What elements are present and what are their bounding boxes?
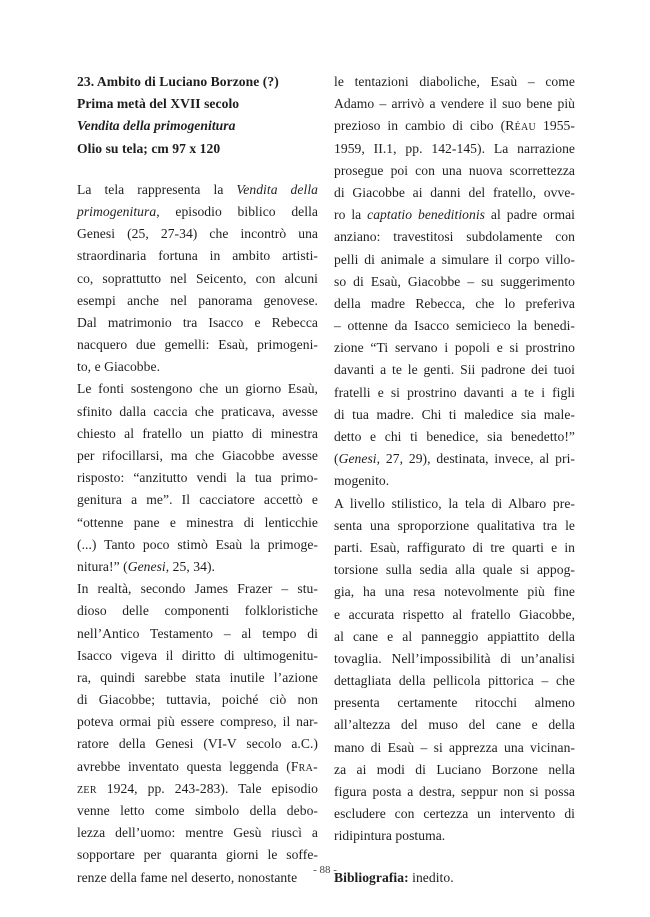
text-line bbox=[77, 489, 318, 511]
text-run: figura posta a destra, seppur non si possa bbox=[334, 784, 575, 799]
entry-number-title: 23. Ambito di Luciano Borzone (?) bbox=[77, 74, 279, 89]
text-run: mano di Esaù – si apprezza una vicinan- bbox=[334, 739, 575, 755]
text-line bbox=[77, 556, 318, 578]
text-run: e accurata rispetto al fratello Giacobbe, bbox=[334, 606, 575, 622]
text-run: Genesi bbox=[338, 451, 377, 467]
text-run: di Giacobbe; tuttavia, poiché ciò non bbox=[77, 692, 318, 708]
text-run: poteva ormai più essere compreso, il nar- bbox=[77, 714, 318, 730]
text-run: , 25, 34). bbox=[165, 558, 215, 574]
text-line bbox=[334, 337, 575, 359]
text-run: dioso delle componenti folkloristiche bbox=[77, 603, 318, 619]
text-line bbox=[334, 271, 575, 293]
bibliography-text: inedito. bbox=[408, 869, 454, 885]
text-line bbox=[334, 249, 575, 271]
text-run: ( bbox=[334, 451, 339, 467]
text-line bbox=[77, 334, 318, 356]
text-run: 1924, pp. 243-283). Tale episodio bbox=[96, 780, 318, 796]
text-line bbox=[334, 470, 575, 492]
text-run: al cane e al panneggio appiattito della bbox=[334, 628, 575, 644]
text-line bbox=[334, 493, 575, 515]
text-run: to, e Giacobbe. bbox=[77, 359, 161, 375]
text-line bbox=[77, 445, 318, 467]
text-run: Adamo – arrivò a vendere il suo bene più bbox=[334, 96, 575, 112]
text-run: A livello stilistico, la tela di Albaro pre- bbox=[334, 495, 575, 511]
text-run: gia, ha una resa notevolmente più fine bbox=[334, 584, 575, 600]
text-line bbox=[334, 604, 575, 626]
text-line bbox=[334, 448, 575, 470]
text-run: chiesto al fratello un piatto di minestra bbox=[77, 425, 318, 441]
text-run: pelli di animale a simulare il corpo villo- bbox=[334, 251, 575, 267]
text-run: Fra- bbox=[290, 758, 318, 774]
text-line bbox=[334, 559, 575, 581]
text-run: Dal matrimonio tra Isacco e Rebecca bbox=[77, 314, 318, 330]
text-run: so di Esaù, Giacobbe – su suggerimento bbox=[334, 273, 575, 289]
text-run: ra, quindi sarebbe stata inutile l’azione bbox=[77, 669, 318, 685]
text-line bbox=[77, 822, 318, 844]
text-run: detto e chi ti benedice, sia benedetto!” bbox=[334, 429, 575, 444]
text-run: sopportare per quaranta giorni le soffe- bbox=[77, 847, 318, 863]
text-line bbox=[77, 201, 318, 223]
text-run: captatio beneditionis bbox=[367, 207, 486, 223]
text-line bbox=[334, 404, 575, 426]
left-body-text bbox=[77, 179, 318, 889]
text-run: nell’Antico Testamento – al tempo di bbox=[77, 625, 318, 641]
text-run: avrebbe inventato questa leggenda ( bbox=[77, 758, 291, 774]
text-run: Réau bbox=[505, 118, 537, 134]
text-run: ratore della Genesi (VI-V secolo a.C.) bbox=[77, 736, 318, 752]
text-run: per rifocillarsi, ma che Giacobbe avesse bbox=[77, 448, 318, 463]
text-run: – ottenne da Isacco semicieco la benedi- bbox=[334, 318, 575, 334]
text-line bbox=[334, 759, 575, 781]
text-run: ro la bbox=[334, 207, 368, 223]
text-line bbox=[334, 182, 575, 204]
text-run: prezioso in cambio di cibo ( bbox=[334, 118, 506, 134]
text-run: prosegue poi con una nuova scorrettezza bbox=[334, 162, 575, 178]
text-run: risposto: “anzitutto vendi la tua primo- bbox=[77, 470, 318, 486]
text-run: 1955- bbox=[536, 118, 575, 134]
text-run: davanti a te le genti. Sii padrone dei tuoi bbox=[334, 362, 575, 378]
text-line bbox=[77, 423, 318, 445]
text-line bbox=[77, 356, 318, 378]
text-line bbox=[334, 626, 575, 648]
text-line bbox=[77, 223, 318, 245]
text-line bbox=[77, 268, 318, 290]
text-run: torsione sulla sedia alla quale si appog- bbox=[334, 562, 575, 578]
text-line bbox=[77, 756, 318, 778]
text-run: zer bbox=[77, 780, 97, 796]
text-line bbox=[334, 692, 575, 714]
entry-title: Vendita della primogenitura bbox=[77, 118, 236, 134]
text-line bbox=[77, 290, 318, 312]
text-run: za ai modi di Luciano Borzone nella bbox=[334, 761, 575, 777]
text-line bbox=[77, 578, 318, 600]
text-run: primogenitura bbox=[77, 203, 157, 219]
text-line bbox=[77, 245, 318, 267]
text-line bbox=[77, 534, 318, 556]
text-line bbox=[334, 359, 575, 381]
text-run: all’altezza del muso del cane e della bbox=[334, 717, 575, 733]
text-line bbox=[334, 426, 575, 448]
text-run: esempi anche nel panorama genovese. bbox=[77, 292, 318, 308]
text-run: di Giacobbe ai danni del fratello, ovve- bbox=[334, 184, 575, 200]
text-run: ridipintura postuma. bbox=[334, 828, 446, 844]
right-body-text bbox=[334, 71, 575, 848]
text-line bbox=[334, 93, 575, 115]
text-run: parti. Esaù, raffigurato di tre quarti e in bbox=[334, 539, 575, 555]
text-run: zione “Ti servano i popoli e si prostrino bbox=[334, 340, 575, 356]
text-line bbox=[334, 648, 575, 670]
text-run: fratelli e si prostrino davanti a te i figli bbox=[334, 384, 575, 400]
text-line bbox=[77, 800, 318, 822]
left-column bbox=[77, 71, 318, 889]
text-run: sfinito dalla caccia che praticava, avesse bbox=[77, 403, 318, 419]
entry-date: Prima metà del XVII secolo bbox=[77, 96, 240, 112]
text-run: 1959, II.1, pp. 142-145). La narrazione bbox=[334, 140, 575, 156]
text-run: Isacco vigeva il diritto di ultimogenitu- bbox=[77, 647, 318, 663]
text-run: Le fonti sostengono che un giorno Esaù, bbox=[77, 381, 318, 397]
text-line bbox=[334, 581, 575, 603]
text-line bbox=[77, 401, 318, 423]
text-run: genitura a me”. Il cacciatore accettò e bbox=[77, 492, 318, 508]
text-line bbox=[334, 515, 575, 537]
text-line bbox=[334, 226, 575, 248]
text-run: La tela rappresenta la bbox=[77, 181, 237, 197]
text-run: di tua madre. Chi ti maledice sia male- bbox=[334, 406, 575, 422]
text-run: senta una sproporzione qualitativa tra le bbox=[334, 517, 575, 533]
right-column bbox=[334, 71, 575, 889]
entry-medium: Olio su tela; cm 97 x 120 bbox=[77, 140, 221, 156]
text-run: Genesi (25, 27-34) che incontrò una bbox=[77, 226, 318, 242]
text-run: Genesi bbox=[127, 558, 166, 574]
text-run: mogenito. bbox=[334, 473, 390, 489]
text-run: della madre Rebecca, che lo preferiva bbox=[334, 295, 575, 311]
page-number: - 88 - bbox=[313, 864, 337, 876]
text-line bbox=[77, 645, 318, 667]
text-run: renze della fame nel deserto, nonostante bbox=[77, 869, 298, 885]
text-line bbox=[334, 293, 575, 315]
text-run: dettagliata della pellicola pittorica – che bbox=[334, 673, 575, 689]
text-run: lezza dell’uomo: mentre Gesù riuscì a bbox=[77, 825, 318, 841]
text-run: al padre ormai bbox=[485, 207, 576, 223]
text-line bbox=[334, 737, 575, 759]
text-line bbox=[334, 670, 575, 692]
text-line bbox=[77, 179, 318, 201]
text-run: tovaglia. Nell’impossibilità di un’analisi bbox=[334, 650, 575, 666]
text-run: nacquero due gemelli: Esaù, primogeni- bbox=[77, 337, 318, 353]
bibliography-label: Bibliografia: bbox=[334, 869, 409, 885]
text-line bbox=[334, 138, 575, 160]
text-line bbox=[334, 537, 575, 559]
text-run: venne letto come simbolo della debo- bbox=[77, 803, 318, 818]
text-run: straordinaria fortuna in ambito artisti- bbox=[77, 248, 318, 264]
text-line bbox=[334, 382, 575, 404]
text-run: co, soprattutto nel Seicento, con alcuni bbox=[77, 270, 318, 286]
text-run: In realtà, secondo James Frazer – stu- bbox=[77, 581, 318, 597]
text-line bbox=[334, 160, 575, 182]
header-spacer bbox=[77, 160, 318, 179]
text-line bbox=[334, 315, 575, 337]
text-run: le tentazioni diaboliche, Esaù – come bbox=[334, 74, 575, 89]
text-line bbox=[77, 711, 318, 733]
text-line bbox=[77, 667, 318, 689]
text-line bbox=[334, 803, 575, 825]
text-run: , episodio biblico della bbox=[156, 203, 318, 219]
text-run: (...) Tanto poco stimò Esaù la primoge- bbox=[77, 536, 318, 552]
text-line bbox=[334, 204, 575, 226]
text-line bbox=[77, 689, 318, 711]
text-line bbox=[77, 623, 318, 645]
text-run: presenta certamente ritocchi almeno bbox=[334, 695, 575, 711]
text-line bbox=[77, 600, 318, 622]
text-line bbox=[334, 825, 575, 847]
text-line bbox=[334, 71, 575, 93]
text-line bbox=[334, 115, 575, 137]
text-run: escludere con certezza un intervento di bbox=[334, 806, 575, 822]
text-line bbox=[77, 512, 318, 534]
text-run: anziano: travestitosi subdolamente con bbox=[334, 229, 575, 245]
text-run: “ottenne pane e minestra di lenticchie bbox=[77, 514, 318, 530]
text-line bbox=[334, 781, 575, 803]
text-line bbox=[77, 378, 318, 400]
text-run: , 27, 29), destinata, invece, al pri- bbox=[376, 451, 575, 467]
text-line bbox=[77, 778, 318, 800]
text-line bbox=[77, 733, 318, 755]
text-run: Vendita della bbox=[236, 181, 318, 197]
text-line bbox=[77, 467, 318, 489]
text-run: nitura!” ( bbox=[77, 558, 128, 574]
text-line bbox=[77, 312, 318, 334]
text-line bbox=[334, 714, 575, 736]
